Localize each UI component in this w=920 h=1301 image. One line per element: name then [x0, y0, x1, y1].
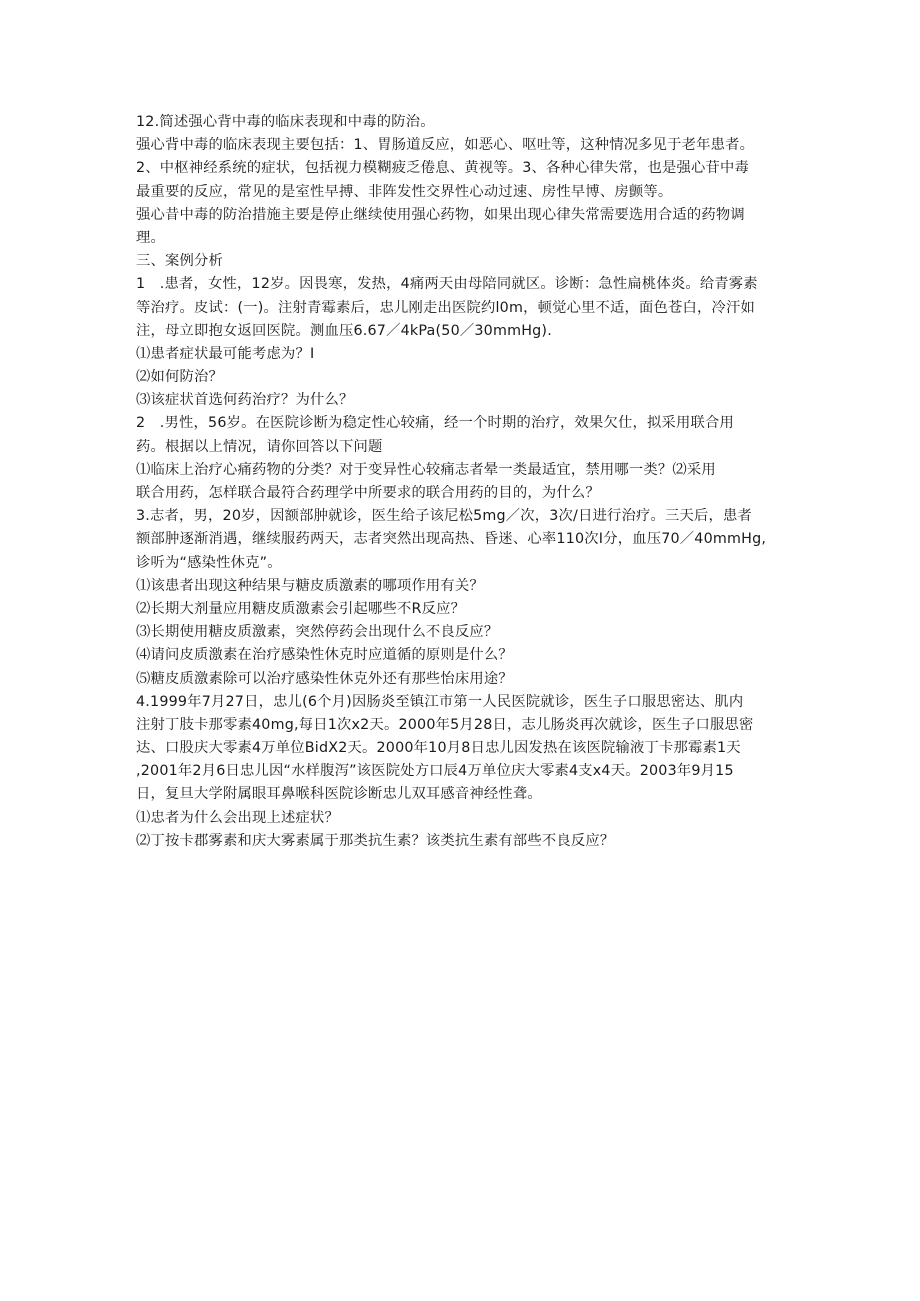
text-line: ⑸糖皮质激素除可以治疗感染性休克外还有那些怡床用途？ [136, 670, 513, 687]
text-line: 理。 [136, 229, 165, 246]
text-line: 注射丁肢卡那零素40mg,每日1次x2天。2000年5月28日，志儿肠炎再次就诊，医生子口服思密 [136, 716, 754, 733]
text-line: ⑶长期使用糖皮质激素，突然停药会出现什么不良反应？ [136, 624, 499, 641]
text-line: 额部肿逐渐消遇，继续服药两天，志者突然出现高热、昏迷、心率110次I分，血压70／40mmHg, [136, 531, 767, 548]
text-line: ⑴患者症状最可能考虑为？I [136, 345, 315, 362]
text-line: ⑴临床上治疗心痛药物的分类？对于变异性心较痛志者晕一类最适宜，禁用哪一类？⑵采用 [136, 461, 716, 478]
text-line: 强心昔中毒的防治措施主要是停止继续使用强心药物，如果出现心律失常需要选用合适的药物调 [136, 206, 745, 223]
text-line: ⑵丁按卡郡雾素和庆大雾素属于那类抗生素？该类抗生素有部些不良反应？ [136, 832, 615, 849]
text-line: 2、中枢神经系统的症状，包括视力模糊疲乏倦息、黄视等。3、各种心律失常，也是强心苷中毒 [136, 160, 749, 177]
text-line: 12.简述强心背中毒的临床表现和中毒的防治。 [136, 114, 435, 130]
text-line: ⑵长期大剂量应用糖皮质激素会引起哪些不R反应？ [136, 600, 466, 617]
text-line: 3.志者，男，20岁，因额部肿就诊，医生给子该尼松5mg／次，3次/日进行治疗。三天后，患者 [136, 508, 753, 525]
text-line: 诊听为“感染性休克”。 [136, 554, 282, 571]
text-line: 最重要的反应，常见的是室性早搏、非阵发性交界性心动过速、房性早博、房颤等。 [136, 183, 673, 200]
text-line: 4.1999年7月27日，忠儿(6个月)因肠炎至镇江市第一人民医院就诊，医生子口服思密达、肌内 [136, 693, 744, 710]
text-line: 2 .男性，56岁。在医院诊断为稳定性心较痛，经一个时期的治疗，效果欠仕，拟采用联合用 [136, 415, 735, 432]
text-line: 药。根据以上情况，请你回答以下问题 [136, 438, 383, 455]
text-line: 注，母立即抱女返回医院。测血压6.67／4kPa(50／30mmHg). [136, 322, 552, 339]
text-line: ⑷请问皮质激素在治疗感染性休克时应道循的原则是什么？ [136, 647, 513, 664]
text-line: 达、口股庆大零素4万单位BidX2天。2000年10月8日忠儿因发热在该医院输液丁卡那霉素1天 [136, 740, 741, 757]
text-line: 1 .患者，女性，12岁。因畏寒，发热，4痛两天由母陪同就区。诊断：急性扁桃体炎。给青雾素 [136, 276, 758, 293]
text-line: ⑴忠者为什么会出现上述症状？ [136, 809, 339, 826]
document-body [136, 111, 796, 853]
text-line: ⑵如何防治？ [136, 369, 223, 386]
text-line: ⑶该症状首选何药治疗？为什么？ [136, 392, 354, 409]
text-line: 三、案例分析 [136, 253, 223, 270]
text-line: ⑴该患者出现这种结果与糖皮质激素的哪项作用有关？ [136, 577, 484, 594]
text-line: ,2001年2月6日忠儿因“水样腹泻”该医院处方口辰4万单位庆大零素4支x4天。2003年9月15 [136, 763, 734, 780]
text-line: 联合用药，怎样联合最符合药理学中所要求的联合用药的目的，为什么？ [136, 485, 600, 501]
text-line: 等治疗。皮试：(一)。注射青霉素后，忠儿刚走出医院约l0m，顿觉心里不适，面色苍白，冷汗如 [136, 299, 756, 316]
text-line: 强心背中毒的临床表现主要包括：1、胃肠道反应，如恶心、呕吐等，这种情况多见于老年患者。 [136, 137, 755, 154]
text-line: 日，复旦大学附属眼耳鼻喉科医院诊断忠儿双耳感音神经性聋。 [136, 786, 542, 803]
